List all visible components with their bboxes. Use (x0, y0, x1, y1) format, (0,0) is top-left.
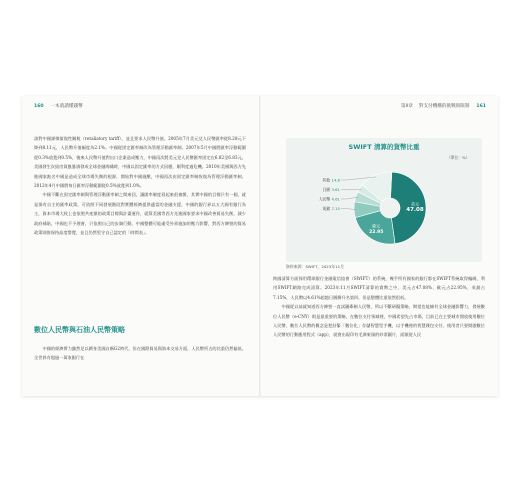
callout-value-2: 7.15 (331, 206, 340, 211)
chapter-label: 第8章 (400, 104, 413, 109)
right-body-block (273, 274, 485, 340)
right-paragraph-1: 跨國清算方面採用環球銀行金融電信協會（SWIFT）的系統，幾乎所有國家的銀行都在SWIFT系統取得編碼，利用SWIFT網路完成清算。2023年11月SWIFT清算的貨幣之中，美元占47.08%、歐元占22.95%、英鎊占7.15%，人民幣以4.61%超越日圓躋升名第四，但是整體比重依然很低。 (273, 276, 485, 300)
callout-label-2: 英鎊 (322, 206, 330, 211)
slice-label-0: 美元 (410, 201, 419, 207)
section-title: 數位人民幣與石油人民幣策略 (34, 326, 125, 334)
left-running-head (34, 103, 83, 109)
left-paragraph-3: 中國的經濟實力雖然足以躋身美國自稱G2時代，但在國際貿易與資本交易方面，人民幣所占的比重仍然偏低。全世界有超過一萬家銀行在 (34, 346, 246, 361)
swift-chart-panel (286, 138, 482, 262)
slice-value-1: 22.95 (369, 229, 384, 235)
right-running-title: 對支付機構的挑戰與限制 (418, 104, 470, 109)
chart-source: 資料來源：SWIFT，2023年11月 (286, 264, 344, 269)
chart-title: SWIFT 清算的貨幣比重 (348, 143, 420, 151)
callout-label-3: 人民幣 (318, 196, 330, 202)
right-page-number: 161 (476, 104, 486, 109)
pie-chart (286, 138, 482, 262)
callout-value-4: 3.61 (331, 187, 340, 192)
callout-value-5: 14.8 (331, 177, 340, 183)
left-body-block-1 (34, 134, 246, 237)
slice-label-1: 歐元 (372, 223, 381, 229)
left-running-title: 一本就讀懂錢幣 (50, 104, 83, 109)
callout-label-5: 其他 (322, 177, 330, 183)
left-page-number: 160 (34, 104, 44, 109)
right-paragraph-2: 中國從以前就知道西方陣營一直試圖牽制人民幣，所以不斷研擬策略，期望也能擁有全球金融影響力，發展數位人民幣（e-CNY）則是最重要的策略，在數位支付領域裡，中國希望先占市場，目前已在主要城市開放使用數位人民幣，數位人民幣的概念是把舒緊「數位化」存儲智慧型手機，以手機裡的智慧錢包支付。使用者只要開啟數位人民幣的行動應用程式（app），就會出現印有毛澤東頭的紗票圖片，面額從人民 (273, 304, 485, 338)
right-page (261, 96, 498, 396)
callout-label-4: 日圓 (322, 187, 330, 192)
right-running-head (401, 103, 486, 109)
left-paragraph-1: 該對中國課徵報復性關稅（retaliatory tariff），並且要求人民幣升值。2005年7月美元兌人民幣匯率從8.28元下降到8.11元，人民幣升值幅度為2.1%。中國從固定匯率制改為管理浮動匯率制。2007年5月中國將匯率浮動範圍從0.3%放寬到0.5%，後來人民幣升值對出口企業造成壓力，中國再次將美元兌人民幣匯率固定在6.82至6.83元，美國發生次級房貸風暴誘發成全球金融海嘯時，中國以固定匯率的方式因應，順利度過危機。2010年美國與西方先進國家點名中國是造成全球市場失衡的根源，開始對中國施壓，中國再次由固定匯率制恢復為管理浮動匯率制。2012年4月中國將每日匯率浮動範圍從0.5%放寬到1.0%。 (34, 136, 246, 189)
callout-value-3: 4.61 (331, 196, 340, 202)
left-paragraph-2: 中國不斷在固定匯率制與管理浮動匯率制之間來回，讓匯率制度看起來很複雜，其實中國的目標只有一個，就是保有自主的匯率政策。可依照不同發展階段對實體經濟提供適當的金融支援，中國的銀行界以五大國有銀行為主，資本市場大致上也依照共產黨的政策目標與計畫運作，就算美國等西方先進國家要求中國改善貿易失衡，減少政府補貼，中國也不予理會，只依照自己的步調行動。中國整體可能處受外界施加的壓力影響，對西方陣營的貿易政策則推保持高度警覺，並且仍然堅守自己認定的「時間表」。 (34, 192, 246, 236)
slice-value-0: 47.08 (406, 206, 424, 213)
left-page (22, 96, 259, 396)
chart-unit: （單位：%） (447, 155, 470, 160)
